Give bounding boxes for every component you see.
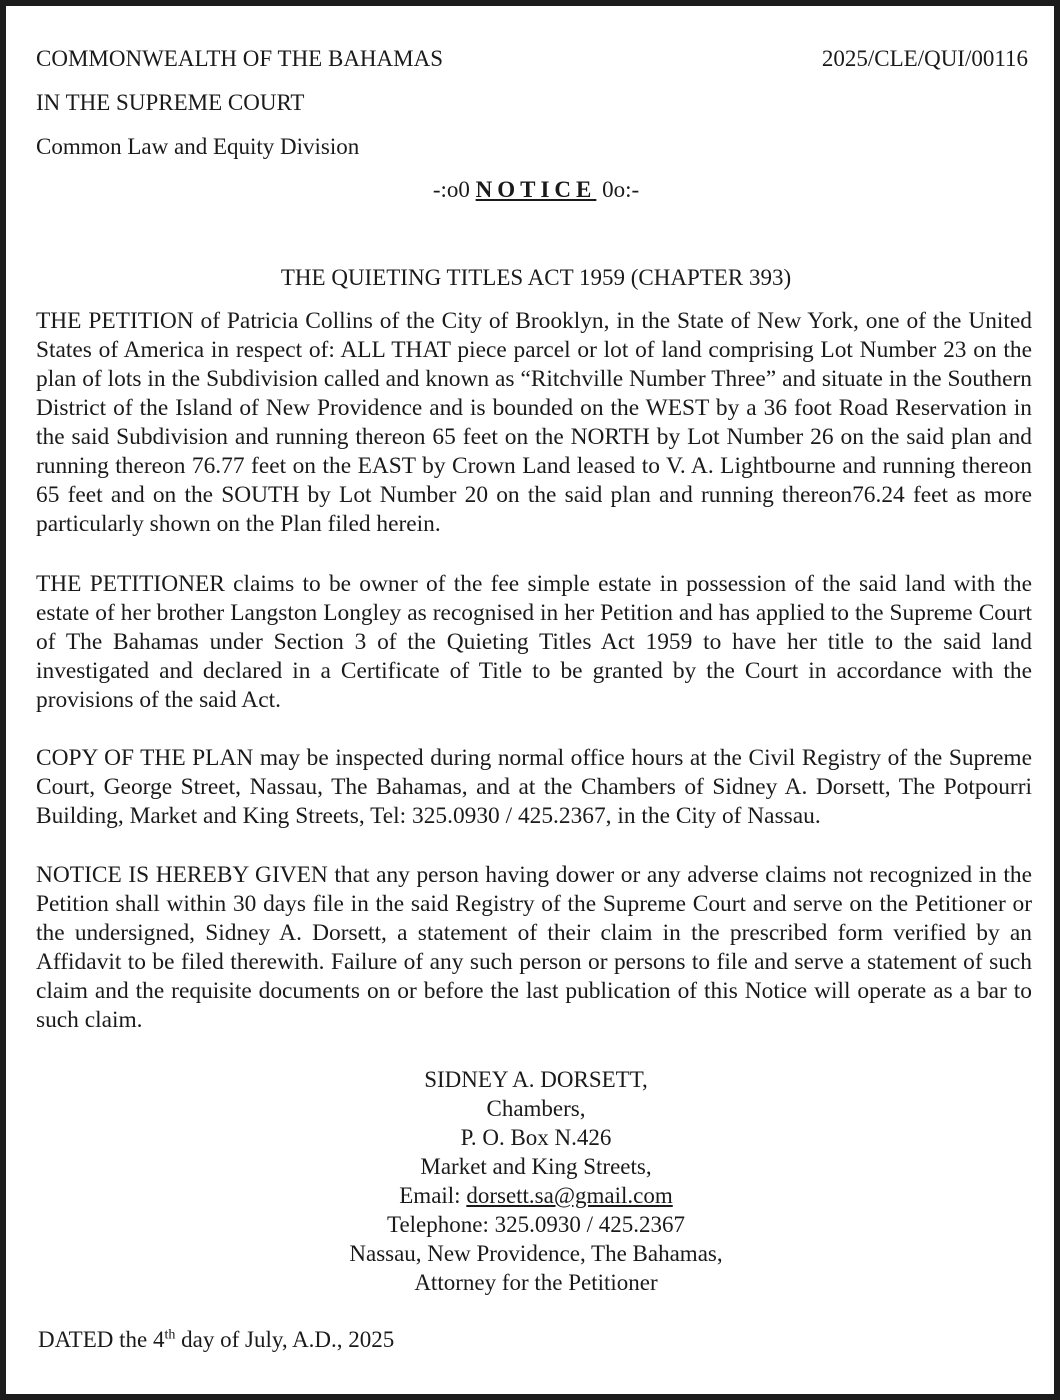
case-number: 2025/CLE/QUI/00116 [821,46,1028,71]
attorney-role: Attorney for the Petitioner [414,1270,658,1295]
dated-line [38,1326,394,1354]
email-link[interactable]: dorsett.sa@gmail.com [466,1183,673,1208]
division-heading: Common Law and Equity Division [36,134,360,159]
jurisdiction-heading: COMMONWEALTH OF THE BAHAMAS [36,46,444,71]
notice-title-suffix: 0o:- [602,177,640,202]
petitioner-claim-paragraph: THE PETITIONER claims to be owner of the fee simple estate in possession of the said land with the estate of her brother Langston Longley as recognised in her Petition and has applied to the Supreme Court of The Bahamas under Section 3 of the Quieting Titles Act 1959 to have her title to the said land investigated and declared in a Certificate of Title to be granted by the Court in accordance with the provisions of the said Act. [36,571,1032,713]
notice-title-word: NOTICE [475,177,597,202]
signature-block [6,1065,1060,1297]
email-label: Email: [399,1183,461,1208]
petition-paragraph: THE PETITION of Patricia Collins of the City of Brooklyn, in the State of New York, one of the United States of America in respect of: ALL THAT piece parcel or lot of land comprising Lot Number 23 on the plan of lots in the Subdivision called and known as “Ritchville Number Three” and situate in the Southern District of the Island of New Providence and is bounded on the WEST by a 36 foot Road Reservation in the said Subdivision and running thereon 65 feet on the NORTH by Lot Number 26 on the said plan and running thereon 76.77 feet on the EAST by Crown Land leased to V. A. Lightbourne and running thereon 65 feet and on the SOUTH by Lot Number 20 on the said plan and running thereon76.24 feet as more particularly shown on the Plan filed herein. [36,308,1032,537]
email-line [6,1181,1060,1210]
plan-inspection-paragraph: COPY OF THE PLAN may be inspected during normal office hours at the Civil Registry of the Supreme Court, George Street, Nassau, The Bahamas, and at the Chambers of Sidney A. Dorsett, The Potpourri Building, Market and King Streets, Tel: 325.0930 / 425.2367, in the City of Nassau. [36,745,1032,829]
court-heading: IN THE SUPREME COURT [36,90,305,115]
notice-title-prefix: -:o0 [432,177,470,202]
act-title: THE QUIETING TITLES ACT 1959 (CHAPTER 393) [280,265,792,290]
attorney-name: SIDNEY A. DORSETT, [424,1067,648,1092]
chambers-line: Chambers, [486,1096,586,1121]
dated-suffix: day of July, A.D., 2025 [175,1327,395,1352]
dated-prefix: DATED the 4 [38,1327,165,1352]
dated-ordinal: th [164,1327,176,1343]
notice-title [6,176,1060,204]
street-line: Market and King Streets, [420,1154,652,1179]
telephone-line: Telephone: 325.0930 / 425.2367 [387,1212,685,1237]
po-box-line: P. O. Box N.426 [460,1125,612,1150]
notice-given-paragraph: NOTICE IS HEREBY GIVEN that any person having dower or any adverse claims not recognized in the Petition shall within 30 days file in the said Registry of the Supreme Court and serve on the Petitioner or the undersigned, Sidney A. Dorsett, a statement of their claim in the prescribed form verified by an Affidavit to be filed therewith. Failure of any such person or persons to file and serve a statement of such claim and the requisite documents on or before the last publication of this Notice will operate as a bar to such claim. [36,862,1032,1033]
location-line: Nassau, New Providence, The Bahamas, [349,1241,723,1266]
